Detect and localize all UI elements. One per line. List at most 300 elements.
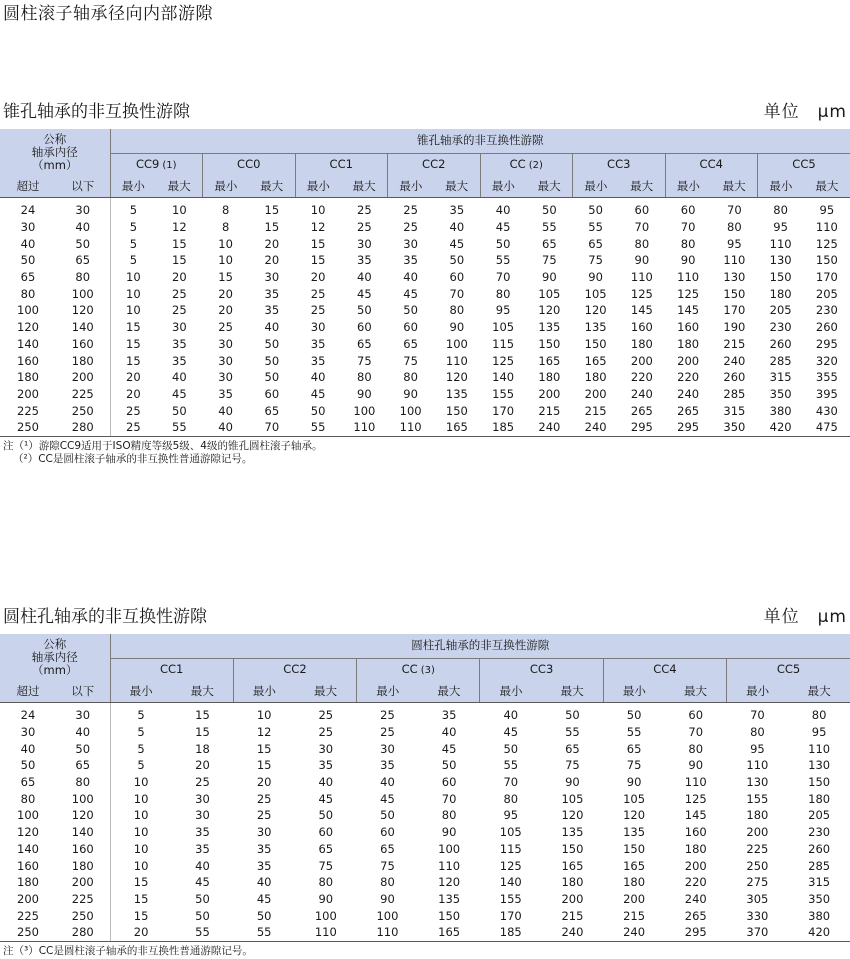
- clearance-cell: 165: [561, 858, 584, 873]
- clearance-cell: 50: [441, 758, 457, 773]
- clearance-cell: 50: [403, 303, 418, 318]
- clearance-cell: 230: [815, 303, 838, 318]
- bore-size-cell: 120: [17, 825, 39, 840]
- clearance-cell: 40: [195, 858, 210, 873]
- table-row: [0, 774, 850, 791]
- table-row: [0, 302, 850, 319]
- bore-size-cell: 40: [20, 236, 36, 251]
- clearance-cell: 55: [588, 220, 603, 235]
- clearance-cell: 35: [218, 386, 233, 401]
- clearance-cell: 150: [538, 336, 561, 351]
- clearance-cell: 75: [565, 758, 580, 773]
- clearance-cell: 45: [318, 791, 334, 806]
- clearance-cell: 40: [495, 203, 511, 218]
- col-min: 最小: [758, 176, 804, 198]
- clearance-cell: 265: [684, 908, 707, 923]
- bore-size-cell: 180: [56, 352, 110, 369]
- clearance-cell: 170: [723, 303, 746, 318]
- clearance-cell: 70: [688, 725, 704, 740]
- col-min: 最小: [110, 681, 172, 703]
- clearance-cell: 180: [623, 875, 646, 890]
- clearance-cell: 160: [630, 320, 653, 335]
- clearance-cell: 180: [769, 286, 792, 301]
- clearance-cell: 130: [723, 270, 746, 285]
- clearance-cell: 125: [815, 236, 838, 251]
- clearance-cell: 35: [441, 708, 457, 723]
- clearance-cell: 220: [684, 875, 707, 890]
- bore-size-cell: 50: [20, 253, 36, 268]
- bore-size-cell: 200: [17, 386, 39, 401]
- bore-size-cell: 280: [56, 924, 110, 941]
- clearance-cell: 5: [137, 741, 145, 756]
- bore-size-cell: 65: [56, 252, 110, 269]
- clearance-cell: 240: [573, 419, 619, 436]
- clearance-cell: 100: [399, 403, 422, 418]
- class-header-cc5: [758, 154, 850, 177]
- clearance-cell: 110: [769, 236, 792, 251]
- clearance-cell: 285: [808, 858, 831, 873]
- clearance-cell: 125: [492, 353, 515, 368]
- clearance-cell: 50: [626, 708, 642, 723]
- clearance-cell: 180: [684, 841, 707, 856]
- clearance-cell: 165: [623, 858, 646, 873]
- clearance-cell: 100: [314, 908, 337, 923]
- clearance-cell: 95: [727, 236, 742, 251]
- clearance-cell: 30: [318, 741, 334, 756]
- clearance-cell: 110: [357, 924, 419, 941]
- clearance-cell: 150: [723, 286, 746, 301]
- clearance-cell: 55: [626, 725, 642, 740]
- class-name: CC2: [283, 662, 307, 677]
- clearance-cell: 35: [172, 353, 187, 368]
- clearance-cell: 75: [357, 353, 372, 368]
- clearance-cell: 30: [218, 336, 233, 351]
- clearance-cell: 180: [746, 808, 769, 823]
- clearance-cell: 40: [203, 419, 249, 436]
- clearance-cell: 240: [542, 924, 604, 941]
- clearance-cell: 240: [677, 386, 700, 401]
- col-max: 最大: [711, 176, 757, 198]
- clearance-cell: 10: [256, 708, 272, 723]
- clearance-cell: 105: [499, 825, 522, 840]
- clearance-cell: 25: [256, 808, 272, 823]
- clearance-cell: 180: [561, 875, 584, 890]
- clearance-cell: 40: [256, 875, 272, 890]
- clearance-cell: 220: [677, 370, 700, 385]
- col-min: 最小: [727, 681, 789, 703]
- class-header-cc: [480, 154, 573, 177]
- clearance-cell: 35: [310, 353, 326, 368]
- bore-size-cell: 280: [56, 419, 110, 436]
- clearance-cell: 20: [264, 253, 280, 268]
- bore-size-cell: 80: [20, 791, 36, 806]
- table-row: [0, 219, 850, 236]
- clearance-cell: 120: [623, 808, 646, 823]
- clearance-cell: 20: [172, 270, 187, 285]
- clearance-cell: 45: [503, 725, 519, 740]
- col-min: 最小: [110, 176, 156, 198]
- clearance-cell: 90: [588, 270, 603, 285]
- class-header-cc2: [233, 659, 356, 682]
- clearance-cell: 355: [815, 370, 838, 385]
- clearance-cell: 45: [403, 286, 418, 301]
- clearance-cell: 190: [723, 320, 746, 335]
- class-name: CC4: [699, 157, 723, 172]
- clearance-cell: 130: [769, 253, 792, 268]
- class-name: CC4: [653, 662, 677, 677]
- clearance-cell: 350: [808, 891, 831, 906]
- clearance-cell: 50: [357, 303, 372, 318]
- table-row: [0, 740, 850, 757]
- bore-size-cell: 40: [56, 219, 110, 236]
- clearance-cell: 135: [445, 386, 468, 401]
- clearance-cell: 150: [815, 253, 838, 268]
- clearance-cell: 60: [403, 320, 418, 335]
- clearance-cell: 15: [133, 891, 149, 906]
- table-row: [0, 757, 850, 774]
- clearance-cell: 320: [815, 353, 838, 368]
- clearance-cell: 240: [723, 353, 746, 368]
- clearance-cell: 200: [677, 353, 700, 368]
- clearance-cell: 20: [126, 386, 141, 401]
- clearance-cell: 25: [380, 725, 395, 740]
- clearance-cell: 75: [626, 758, 642, 773]
- group-header: 圆柱孔轴承的非互换性游隙: [110, 634, 850, 659]
- clearance-cell: 25: [195, 775, 210, 790]
- clearance-cell: 90: [688, 758, 704, 773]
- clearance-cell: 25: [318, 708, 334, 723]
- clearance-cell: 95: [819, 203, 835, 218]
- clearance-cell: 420: [788, 924, 850, 941]
- clearance-cell: 155: [746, 791, 769, 806]
- clearance-cell: 25: [380, 708, 395, 723]
- table-row: [0, 235, 850, 252]
- clearance-cell: 110: [677, 270, 700, 285]
- clearance-cell: 10: [126, 270, 141, 285]
- col-min: 最小: [573, 176, 619, 198]
- bore-size-cell: 250: [0, 924, 56, 941]
- clearance-cell: 50: [310, 403, 326, 418]
- bore-size-cell: 65: [20, 775, 36, 790]
- clearance-cell: 55: [565, 725, 580, 740]
- bore-size-cell: 140: [56, 824, 110, 841]
- cylindrical-bore-clearance-table: [0, 634, 850, 942]
- clearance-cell: 5: [137, 725, 145, 740]
- clearance-cell: 295: [665, 924, 727, 941]
- clearance-cell: 35: [449, 203, 465, 218]
- bore-size-cell: 30: [20, 220, 36, 235]
- clearance-cell: 25: [126, 403, 141, 418]
- clearance-cell: 25: [256, 791, 272, 806]
- clearance-cell: 20: [218, 303, 233, 318]
- bore-size-cell: 140: [56, 319, 110, 336]
- bore-size-cell: 160: [56, 336, 110, 353]
- bore-size-cell: 225: [56, 891, 110, 908]
- clearance-cell: 165: [584, 353, 607, 368]
- clearance-cell: 150: [808, 775, 831, 790]
- col-min: 最小: [233, 681, 295, 703]
- clearance-cell: 240: [526, 419, 572, 436]
- clearance-cell: 80: [680, 236, 696, 251]
- clearance-cell: 110: [388, 419, 434, 436]
- bore-size-cell: 100: [17, 303, 39, 318]
- clearance-cell: 150: [584, 336, 607, 351]
- clearance-cell: 135: [584, 320, 607, 335]
- clearance-cell: 35: [380, 758, 395, 773]
- clearance-cell: 120: [561, 808, 584, 823]
- class-header-cc1: [295, 154, 388, 177]
- clearance-cell: 50: [264, 336, 280, 351]
- bore-size-cell: 100: [56, 790, 110, 807]
- clearance-cell: 260: [815, 320, 838, 335]
- clearance-cell: 100: [438, 841, 461, 856]
- clearance-cell: 80: [380, 875, 395, 890]
- clearance-cell: 240: [630, 386, 653, 401]
- clearance-cell: 200: [561, 891, 584, 906]
- clearance-cell: 50: [264, 370, 280, 385]
- clearance-cell: 105: [492, 320, 515, 335]
- clearance-cell: 80: [688, 741, 704, 756]
- table-row: [0, 369, 850, 386]
- clearance-cell: 60: [380, 825, 395, 840]
- bore-size-cell: 160: [17, 353, 39, 368]
- clearance-cell: 150: [445, 403, 468, 418]
- clearance-cell: 125: [677, 286, 700, 301]
- clearance-cell: 275: [746, 875, 769, 890]
- clearance-cell: 65: [318, 841, 334, 856]
- clearance-cell: 370: [727, 924, 789, 941]
- bore-size-cell: 40: [56, 724, 110, 741]
- clearance-cell: 45: [195, 875, 210, 890]
- clearance-cell: 65: [403, 336, 418, 351]
- clearance-cell: 475: [804, 419, 850, 436]
- bore-size-cell: 160: [17, 858, 39, 873]
- clearance-cell: 160: [684, 825, 707, 840]
- clearance-cell: 110: [341, 419, 387, 436]
- clearance-cell: 8: [221, 220, 230, 235]
- clearance-cell: 140: [499, 875, 522, 890]
- clearance-cell: 110: [815, 220, 838, 235]
- clearance-cell: 8: [221, 203, 230, 218]
- table-row: [0, 724, 850, 741]
- table-row: [0, 790, 850, 807]
- clearance-cell: 80: [634, 236, 650, 251]
- col-min: 最小: [388, 176, 434, 198]
- clearance-cell: 40: [310, 370, 326, 385]
- col-max: 最大: [295, 681, 357, 703]
- clearance-cell: 225: [746, 841, 769, 856]
- clearance-cell: 25: [318, 725, 334, 740]
- clearance-cell: 200: [684, 858, 707, 873]
- clearance-cell: 200: [746, 825, 769, 840]
- bore-size-cell: 50: [56, 740, 110, 757]
- clearance-cell: 215: [561, 908, 584, 923]
- clearance-cell: 215: [584, 403, 607, 418]
- clearance-cell: 130: [746, 775, 769, 790]
- clearance-cell: 315: [769, 370, 792, 385]
- note-3: 注（³）CC是圆柱滚子轴承的非互换性普通游隙记号。: [3, 945, 253, 957]
- clearance-cell: 25: [172, 286, 187, 301]
- clearance-cell: 15: [195, 725, 210, 740]
- clearance-cell: 65: [542, 236, 557, 251]
- clearance-cell: 75: [542, 253, 557, 268]
- clearance-cell: 30: [310, 320, 326, 335]
- clearance-cell: 315: [723, 403, 746, 418]
- clearance-cell: 70: [727, 203, 742, 218]
- clearance-cell: 180: [538, 370, 561, 385]
- clearance-cell: 10: [172, 203, 187, 218]
- clearance-cell: 100: [353, 403, 376, 418]
- clearance-cell: 295: [815, 336, 838, 351]
- bore-size-cell: 200: [56, 369, 110, 386]
- clearance-cell: 80: [449, 303, 465, 318]
- clearance-cell: 80: [750, 725, 765, 740]
- clearance-cell: 40: [441, 725, 457, 740]
- clearance-cell: 200: [630, 353, 653, 368]
- bore-size-cell: 180: [17, 875, 39, 890]
- clearance-cell: 135: [561, 825, 584, 840]
- clearance-cell: 55: [495, 253, 511, 268]
- clearance-cell: 50: [565, 708, 580, 723]
- bore-size-cell: 24: [20, 203, 36, 218]
- clearance-cell: 75: [380, 858, 395, 873]
- bore-size-cell: 50: [20, 758, 36, 773]
- clearance-cell: 35: [310, 336, 326, 351]
- col-max: 最大: [619, 176, 665, 198]
- clearance-cell: 90: [680, 253, 696, 268]
- clearance-cell: 10: [133, 808, 149, 823]
- clearance-cell: 35: [357, 253, 372, 268]
- clearance-cell: 20: [310, 270, 326, 285]
- clearance-cell: 90: [380, 891, 395, 906]
- clearance-cell: 40: [264, 320, 280, 335]
- clearance-cell: 120: [445, 370, 468, 385]
- clearance-cell: 45: [449, 236, 465, 251]
- bore-size-cell: 225: [56, 386, 110, 403]
- clearance-cell: 5: [137, 758, 145, 773]
- clearance-cell: 45: [380, 791, 395, 806]
- class-ref: (1): [162, 160, 177, 172]
- clearance-cell: 12: [256, 725, 272, 740]
- clearance-cell: 65: [626, 741, 642, 756]
- clearance-cell: 30: [195, 791, 210, 806]
- clearance-cell: 30: [172, 320, 187, 335]
- clearance-cell: 110: [723, 253, 746, 268]
- clearance-cell: 260: [808, 841, 831, 856]
- clearance-cell: 30: [264, 270, 280, 285]
- clearance-cell: 12: [310, 220, 326, 235]
- clearance-cell: 35: [403, 253, 418, 268]
- clearance-cell: 395: [815, 386, 838, 401]
- clearance-cell: 35: [264, 286, 280, 301]
- clearance-cell: 40: [380, 775, 395, 790]
- clearance-cell: 240: [603, 924, 665, 941]
- clearance-cell: 215: [623, 908, 646, 923]
- clearance-cell: 150: [769, 270, 792, 285]
- size-header-line: （mm）: [32, 663, 78, 678]
- table-row: [0, 336, 850, 353]
- clearance-cell: 165: [434, 419, 480, 436]
- clearance-cell: 90: [542, 270, 557, 285]
- clearance-cell: 145: [677, 303, 700, 318]
- class-name: CC1: [329, 157, 353, 172]
- clearance-cell: 10: [133, 775, 149, 790]
- clearance-cell: 155: [492, 386, 515, 401]
- clearance-cell: 15: [256, 758, 272, 773]
- cylindrical-bore-title: 圆柱孔轴承的非互换性游隙: [3, 607, 207, 627]
- bore-size-cell: 250: [0, 419, 56, 436]
- clearance-cell: 165: [538, 353, 561, 368]
- class-name: CC5: [776, 662, 801, 677]
- clearance-cell: 70: [249, 419, 295, 436]
- clearance-cell: 10: [126, 303, 141, 318]
- clearance-cell: 110: [630, 270, 653, 285]
- clearance-cell: 50: [264, 353, 280, 368]
- clearance-cell: 35: [256, 858, 272, 873]
- table-row: [0, 841, 850, 858]
- clearance-cell: 115: [492, 336, 515, 351]
- clearance-cell: 135: [538, 320, 561, 335]
- clearance-cell: 170: [492, 403, 515, 418]
- bore-size-cell: 225: [17, 403, 39, 418]
- clearance-cell: 295: [619, 419, 665, 436]
- clearance-cell: 10: [133, 858, 149, 873]
- clearance-cell: 60: [688, 708, 704, 723]
- bore-size-cell: 30: [56, 198, 110, 219]
- clearance-cell: 80: [495, 286, 511, 301]
- clearance-cell: 45: [441, 741, 457, 756]
- table-row: [0, 269, 850, 286]
- clearance-cell: 45: [256, 891, 272, 906]
- bore-size-cell: 140: [17, 336, 39, 351]
- col-max: 最大: [542, 681, 604, 703]
- class-ref: (3): [420, 665, 435, 677]
- clearance-cell: 200: [584, 386, 607, 401]
- clearance-cell: 170: [499, 908, 522, 923]
- class-header-cc0: [203, 154, 296, 177]
- clearance-cell: 25: [172, 303, 187, 318]
- class-header-cc3: [573, 154, 666, 177]
- clearance-cell: 5: [129, 220, 138, 235]
- bore-size-cell: 200: [17, 891, 39, 906]
- col-min: 最小: [665, 176, 711, 198]
- clearance-cell: 50: [449, 253, 465, 268]
- class-name: CC5: [792, 157, 816, 172]
- clearance-cell: 20: [195, 758, 210, 773]
- bore-size-cell: 50: [56, 235, 110, 252]
- clearance-cell: 105: [561, 791, 584, 806]
- table-row: [0, 319, 850, 336]
- clearance-cell: 5: [129, 203, 138, 218]
- clearance-cell: 50: [588, 203, 603, 218]
- clearance-cell: 160: [677, 320, 700, 335]
- col-max: 最大: [341, 176, 387, 198]
- clearance-cell: 15: [264, 203, 280, 218]
- clearance-cell: 10: [310, 203, 326, 218]
- clearance-cell: 110: [808, 741, 831, 756]
- clearance-cell: 200: [538, 386, 561, 401]
- clearance-cell: 15: [172, 253, 187, 268]
- clearance-cell: 70: [634, 220, 650, 235]
- table-row: [0, 352, 850, 369]
- clearance-cell: 65: [264, 403, 280, 418]
- clearance-cell: 90: [403, 386, 418, 401]
- clearance-cell: 380: [769, 403, 792, 418]
- clearance-cell: 240: [684, 891, 707, 906]
- col-incl: 以下: [56, 681, 110, 703]
- clearance-cell: 420: [758, 419, 804, 436]
- clearance-cell: 35: [318, 758, 334, 773]
